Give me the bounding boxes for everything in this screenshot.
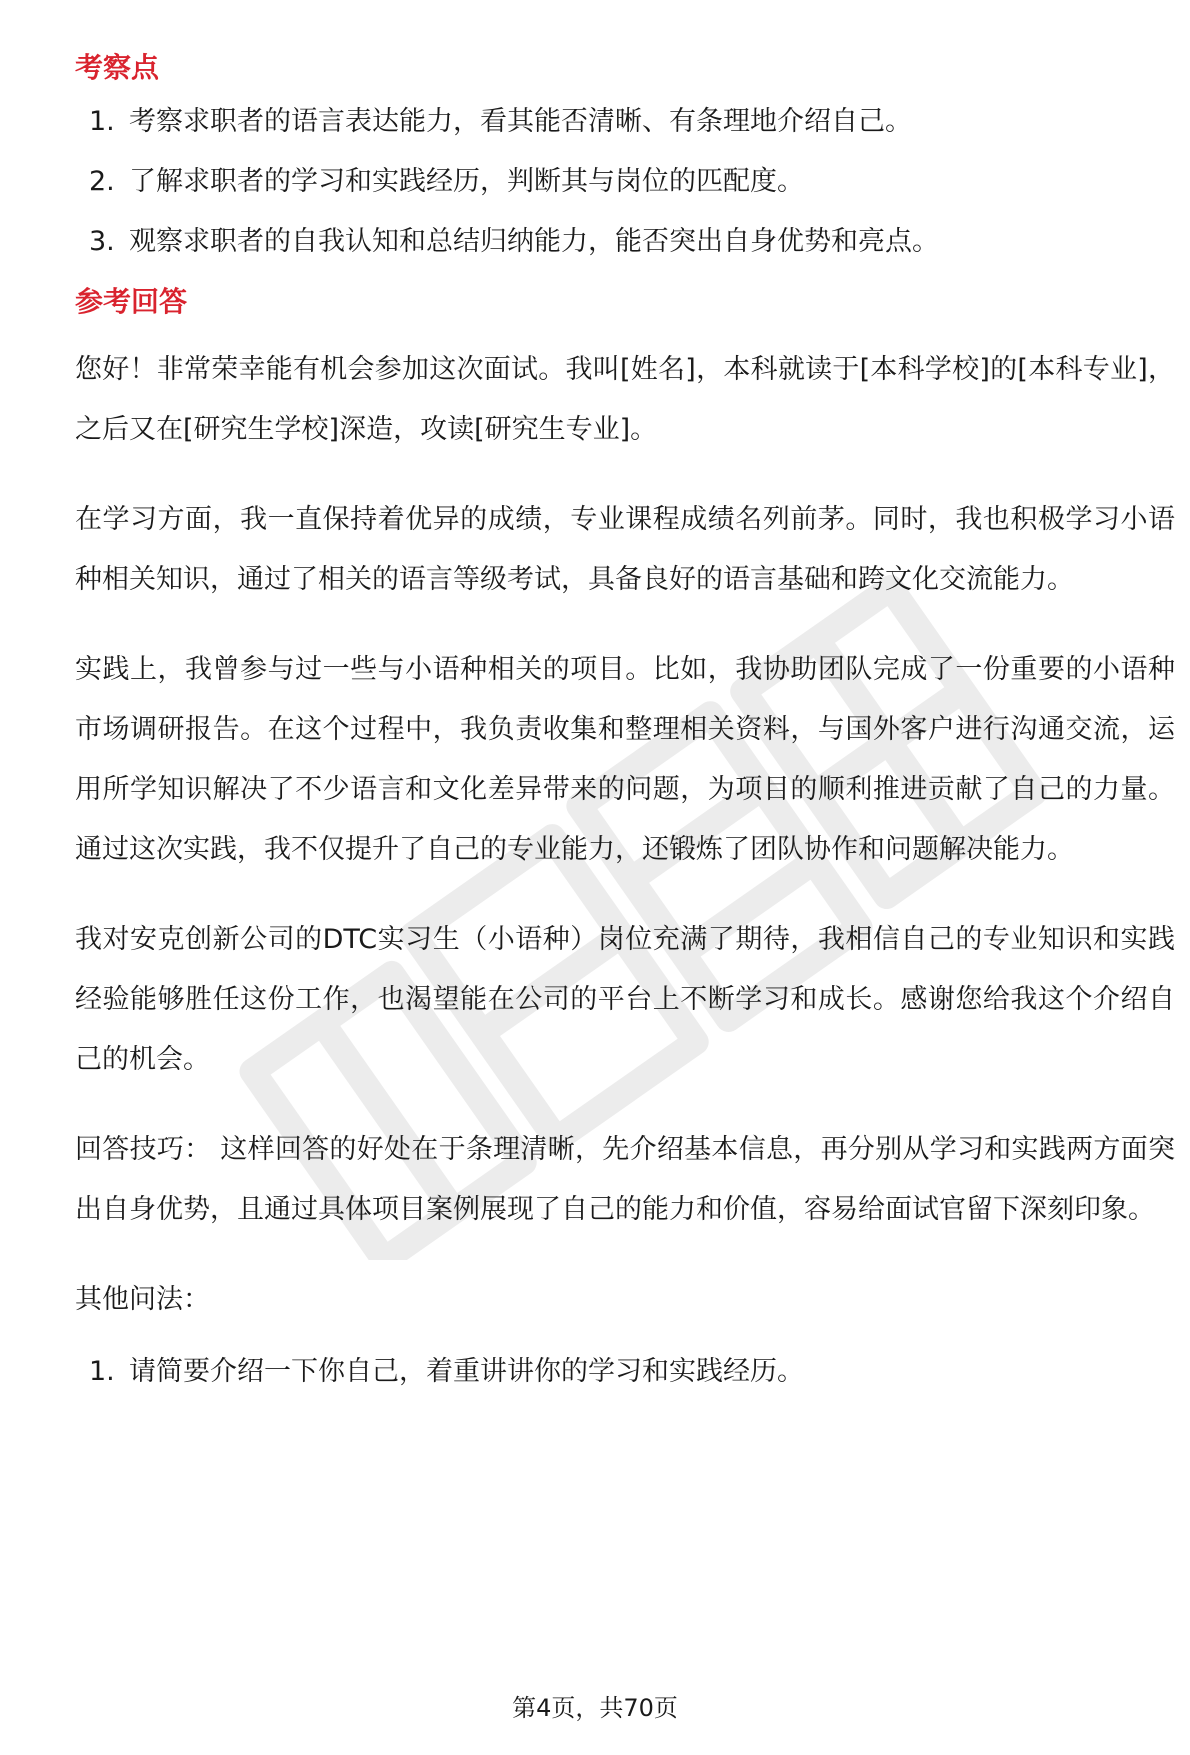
list-item-number: 2. xyxy=(89,166,115,197)
answer-tips: 回答技巧： 这样回答的好处在于条理清晰，先介绍基本信息，再分别从学习和实践两方面突出自身优势，且通过具体项目案例展现了自己的能力和价值，容易给面试官留下深刻印象。 xyxy=(75,1134,1175,1225)
other-questions-list xyxy=(75,1352,1175,1392)
page-number-footer: 第4页，共70页 xyxy=(512,1694,678,1722)
list-item xyxy=(75,222,1175,262)
list-item-number: 3. xyxy=(89,226,115,257)
list-item-text: 观察求职者的自我认知和总结归纳能力，能否突出自身优势和亮点。 xyxy=(129,226,939,257)
focus-list xyxy=(75,102,1175,262)
answer-paragraph-closing: 我对安克创新公司的DTC实习生（小语种）岗位充满了期待，我相信自己的专业知识和实践经验能够胜任这份工作，也渴望能在公司的平台上不断学习和成长。感谢您给我这个介绍自己的机会。 xyxy=(75,924,1175,1075)
list-item-number: 1. xyxy=(89,1356,115,1387)
answer-paragraph-intro: 您好！非常荣幸能有机会参加这次面试。我叫[姓名]，本科就读于[本科学校]的[本科专业]，之后又在[研究生学校]深造，攻读[研究生专业]。 xyxy=(75,354,1175,445)
list-item-text: 请简要介绍一下你自己，着重讲讲你的学习和实践经历。 xyxy=(129,1356,804,1387)
other-questions-label: 其他问法： xyxy=(75,1284,210,1315)
list-item xyxy=(75,102,1175,142)
list-item-text: 考察求职者的语言表达能力，看其能否清晰、有条理地介绍自己。 xyxy=(129,106,912,137)
list-item-number: 1. xyxy=(89,106,115,137)
answer-heading: 参考回答 xyxy=(75,285,188,318)
list-item xyxy=(75,162,1175,202)
list-item-text: 了解求职者的学习和实践经历，判断其与岗位的匹配度。 xyxy=(129,166,804,197)
answer-paragraph-practice: 实践上，我曾参与过一些与小语种相关的项目。比如，我协助团队完成了一份重要的小语种市场调研报告。在这个过程中，我负责收集和整理相关资料，与国外客户进行沟通交流，运用所学知识解决了不少语言和文化差异带来的问题，为项目的顺利推进贡献了自己的力量。通过这次实践，我不仅提升了自己的专业能力，还锻炼了团队协作和问题解决能力。 xyxy=(75,654,1175,865)
document-content xyxy=(75,48,1175,1412)
list-item xyxy=(75,1352,1175,1392)
focus-heading: 考察点 xyxy=(75,51,160,84)
answer-paragraph-study: 在学习方面，我一直保持着优异的成绩，专业课程成绩名列前茅。同时，我也积极学习小语种相关知识，通过了相关的语言等级考试，具备良好的语言基础和跨文化交流能力。 xyxy=(75,504,1175,595)
